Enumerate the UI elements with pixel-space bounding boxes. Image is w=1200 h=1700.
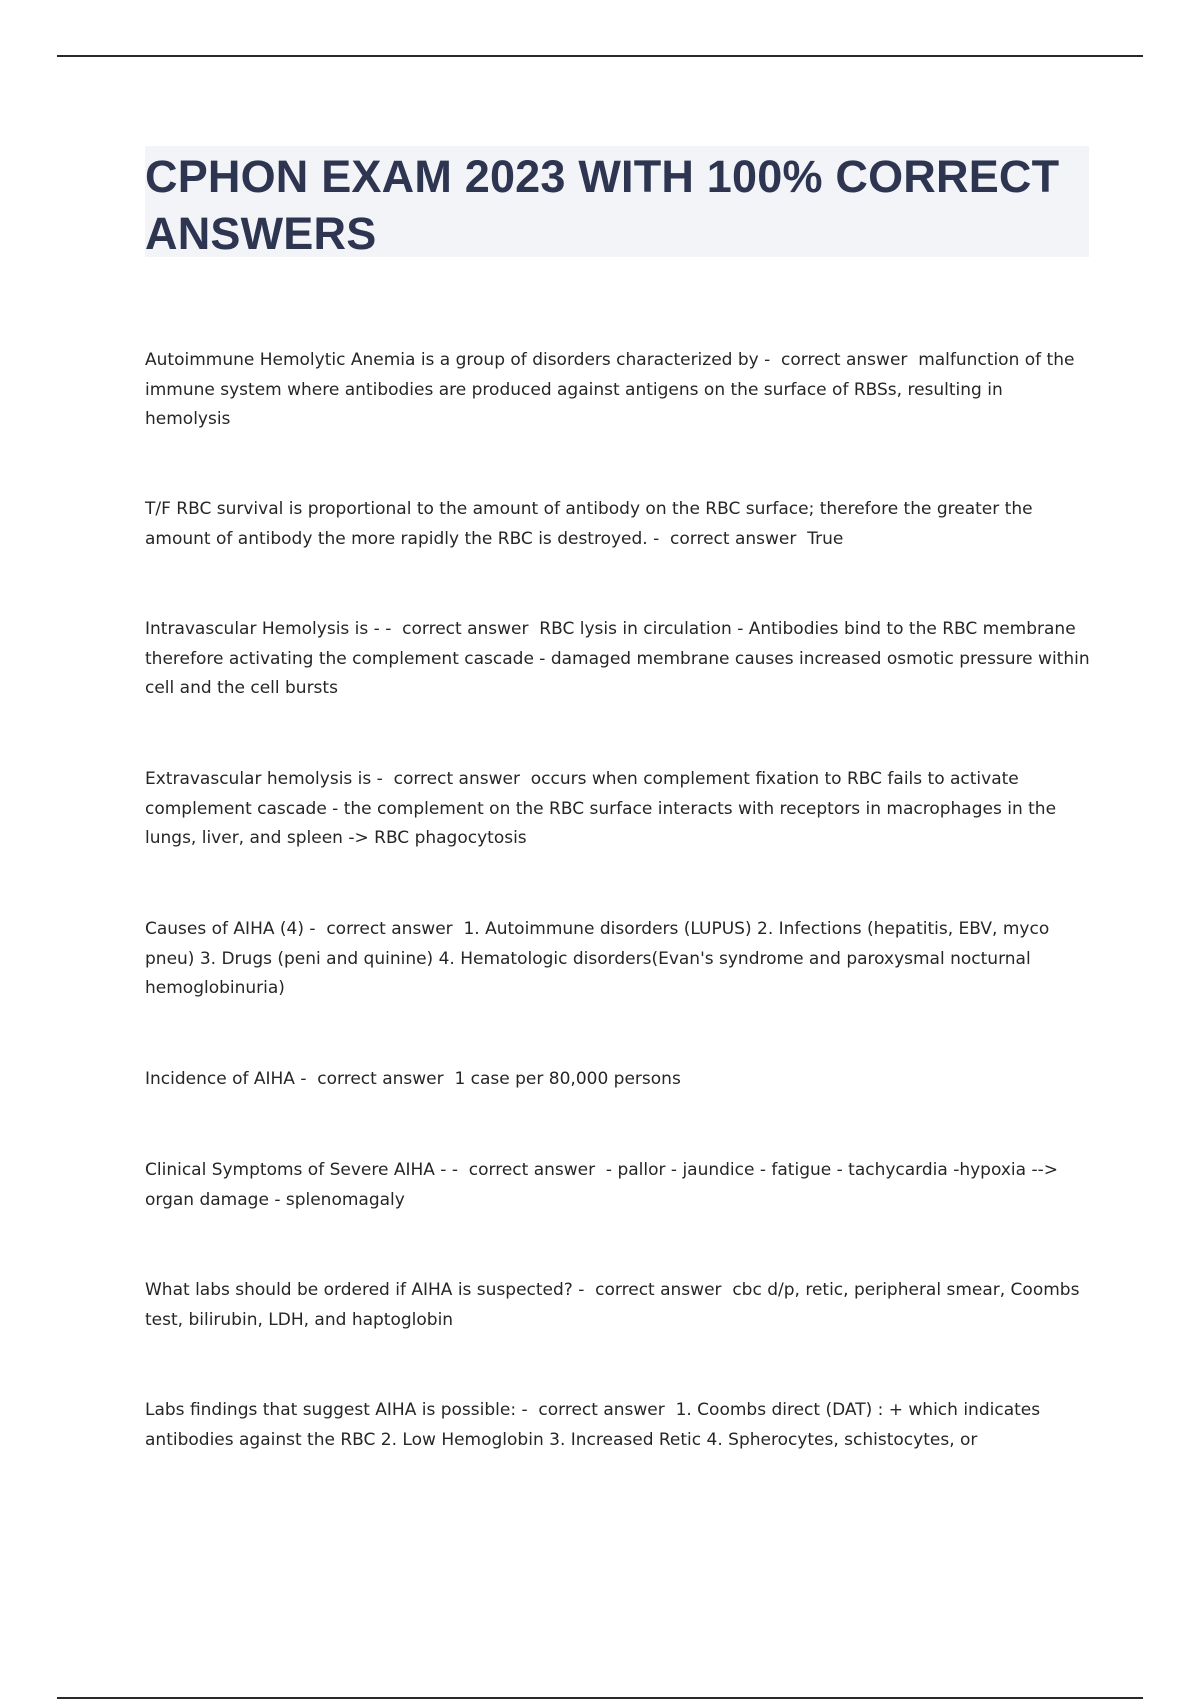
correct-answer-label: correct answer xyxy=(527,1400,676,1420)
document-title: CPHON EXAM 2023 WITH 100% CORRECT ANSWERS xyxy=(145,151,1060,259)
qa-item-9 xyxy=(145,1396,1093,1455)
correct-answer-label: correct answer xyxy=(306,1069,455,1089)
qa-item-6 xyxy=(145,1065,1093,1095)
top-divider xyxy=(57,55,1143,57)
qa-item-7 xyxy=(145,1156,1093,1215)
qa-item-4 xyxy=(145,765,1093,854)
qa-item-2 xyxy=(145,495,1093,554)
question-text: What labs should be ordered if AIHA is suspected? - xyxy=(145,1280,585,1300)
bottom-divider xyxy=(57,1697,1143,1699)
correct-answer-label: correct answer xyxy=(457,1160,606,1180)
correct-answer-label: correct answer xyxy=(584,1280,733,1300)
question-text: Labs findings that suggest AIHA is possible: - xyxy=(145,1400,528,1420)
question-text: Clinical Symptoms of Severe AIHA - - xyxy=(145,1160,458,1180)
question-text: Extravascular hemolysis is - xyxy=(145,769,383,789)
answer-text: 1 case per 80,000 persons xyxy=(454,1069,681,1089)
qa-item-5 xyxy=(145,915,1093,1004)
answer-text: cbc d/p, retic, peripheral smear, Coombs test, bilirubin, LDH, and haptoglobin xyxy=(145,1280,1080,1330)
answer-text: 1. Coombs direct (DAT) : + which indicates antibodies against the RBC 2. Low Hemoglobin 3. Increased Retic 4. Spherocytes, schistocytes, or xyxy=(145,1400,1041,1450)
answer-text: - pallor - jaundice - fatigue - tachycardia -hypoxia --> organ damage - splenomagaly xyxy=(145,1160,1058,1210)
answer-text: malfunction of the immune system where antibodies are produced against antigens on the surface of RBSs, resulting in hemolysis xyxy=(145,350,1075,429)
question-text: Incidence of AIHA - xyxy=(145,1069,307,1089)
qa-item-1 xyxy=(145,346,1093,435)
correct-answer-label: correct answer xyxy=(382,769,531,789)
qa-item-3 xyxy=(145,615,1093,704)
answer-text: RBC lysis in circulation - Antibodies bind to the RBC membrane therefore activating the complement cascade - damaged membrane causes increased osmotic pressure within cell and the cell bursts xyxy=(145,619,1090,698)
correct-answer-label: correct answer xyxy=(659,528,808,549)
question-text: Causes of AIHA (4) - xyxy=(145,919,316,939)
question-text: Intravascular Hemolysis is - - xyxy=(145,619,392,639)
answer-text: 1. Autoimmune disorders (LUPUS) 2. Infections (hepatitis, EBV, myco pneu) 3. Drugs (peni and quinine) 4. Hematologic disorders(Evan's syndrome and paroxysmal nocturnal hemoglobinuria) xyxy=(145,919,1050,998)
question-text: T/F RBC survival is proportional to the amount of antibody on the RBC surface; therefore the greater the amount of antibody the more rapidly the RBC is destroyed. - xyxy=(145,499,1033,549)
correct-answer-label: correct answer xyxy=(315,919,464,939)
question-text: Autoimmune Hemolytic Anemia is a group of disorders characterized by - xyxy=(145,350,771,370)
correct-answer-label: correct answer xyxy=(770,350,919,370)
correct-answer-label: correct answer xyxy=(391,619,540,639)
answer-text: True xyxy=(807,528,844,549)
answer-text: occurs when complement fixation to RBC fails to activate complement cascade - the complement on the RBC surface interacts with receptors in macrophages in the lungs, liver, and spleen -> RBC phagocytosis xyxy=(145,769,1057,848)
qa-item-8 xyxy=(145,1276,1093,1335)
